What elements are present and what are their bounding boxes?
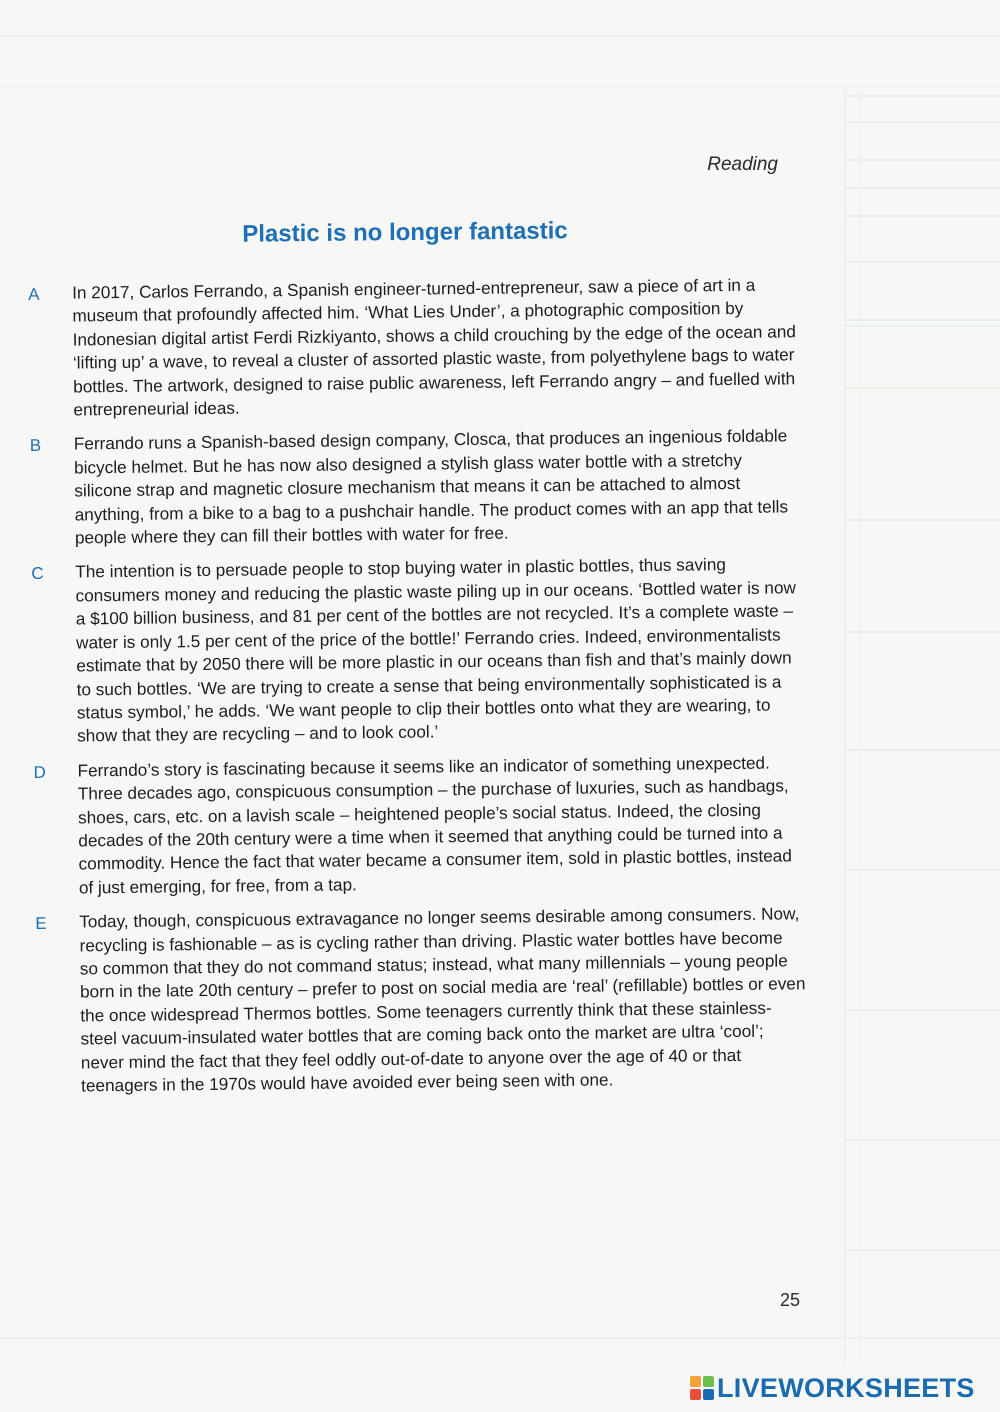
paragraph-letter: A xyxy=(28,284,40,304)
paragraph-letter: B xyxy=(29,436,42,456)
paragraph-text: Ferrando’s story is fascinating because it seems like an indicator of something unexpected. Three decades ago, conspicuous consumption – the purchase of luxuries, such as handbags, shoes, cars, etc. on a lavish scale – heightened people’s social status. Indeed, the closing decades of the 20th century were a time when it seemed that anything could be turned into a commodity. Hence the fact that water became a consumer item, sold in plastic bottles, instead of just emerging, for free, from a tap. xyxy=(77,752,792,898)
paragraph-text: Today, though, conspicuous extravagance no longer seems desirable among consumers. Now, recycling is fashionable – as is cycling rather than driving. Plastic water bottles have become so common that they do not command status; instead, what many millennials – young people born in the late 20th century – prefer to post on social media are ‘real’ (refillable) bottles or even the once widespread Thermos bottles. Some teenagers currently think that these stainless-steel vacuum-insulated water bottles that are coming back onto the market are ultra ‘cool’; never mind the fact that they feel oddly out-of-date to anyone over the age of 40 or that teenagers in the 1970s would have avoided ever being seen with one. xyxy=(79,903,806,1096)
article-title: Plastic is no longer fantastic xyxy=(242,217,568,248)
liveworksheets-wordmark: LIVEWORKSHEETS xyxy=(717,1372,975,1403)
paragraph-letter: D xyxy=(33,762,46,782)
page-number: 25 xyxy=(779,1290,800,1310)
liveworksheets-branding xyxy=(690,1372,975,1404)
paragraph-text: In 2017, Carlos Ferrando, a Spanish engineer-turned-entrepreneur, saw a piece of art in a museum that profoundly affected him. ‘What Lies Under’, a photographic composition by Indonesian digital artist Ferdi Rizkiyanto, shows a child crouching by the edge of the ocean and ‘lifting up’ a wave, to reveal a cluster of assorted plastic waste, from polyethylene bags to water bottles. The artwork, designed to raise public awareness, left Ferrando angry – and fuelled with entrepreneurial ideas. xyxy=(72,274,796,420)
paragraph-d xyxy=(33,751,805,900)
liveworksheets-logo-icon xyxy=(690,1376,714,1400)
paragraph-e xyxy=(35,902,807,1098)
paragraph-a xyxy=(28,273,800,422)
article-body xyxy=(28,273,807,1109)
paragraph-text: The intention is to persuade people to stop buying water in plastic bottles, thus saving consumers money and reducing the plastic waste piling up in our oceans. ‘Bottled water is now a $100 billion business, and 81 per cent of the bottles are not recycled. It’s a complete waste – water is only 1.5 per cent of the price of the bottle!’ Ferrando cries. Indeed, environmentalists estimate that by 2050 there will be more plastic in our oceans than fish and that’s mainly down to such bottles. ‘We are trying to create a sense that being environmentally sophisticated is a status symbol,’ he adds. ‘We want people to clip their bottles onto what they are wearing, to show that they are recycling – and to look cool.’ xyxy=(75,554,796,746)
paragraph-letter: E xyxy=(35,913,47,934)
paragraph-letter: C xyxy=(31,564,44,584)
paragraph-text: Ferrando runs a Spanish-based design company, Closca, that produces an ingenious foldable bicycle helmet. But he has now also designed a stylish glass water bottle with a stretchy silicone strap and magnetic closure mechanism that means it can be attached to almost anything, from a bike to a bag to a pushchair handle. The product comes with an app that tells people where they can fill their bottles with water for free. xyxy=(73,425,789,548)
paragraph-c xyxy=(31,553,803,749)
paragraph-b xyxy=(30,425,801,551)
section-header: Reading xyxy=(707,154,778,175)
